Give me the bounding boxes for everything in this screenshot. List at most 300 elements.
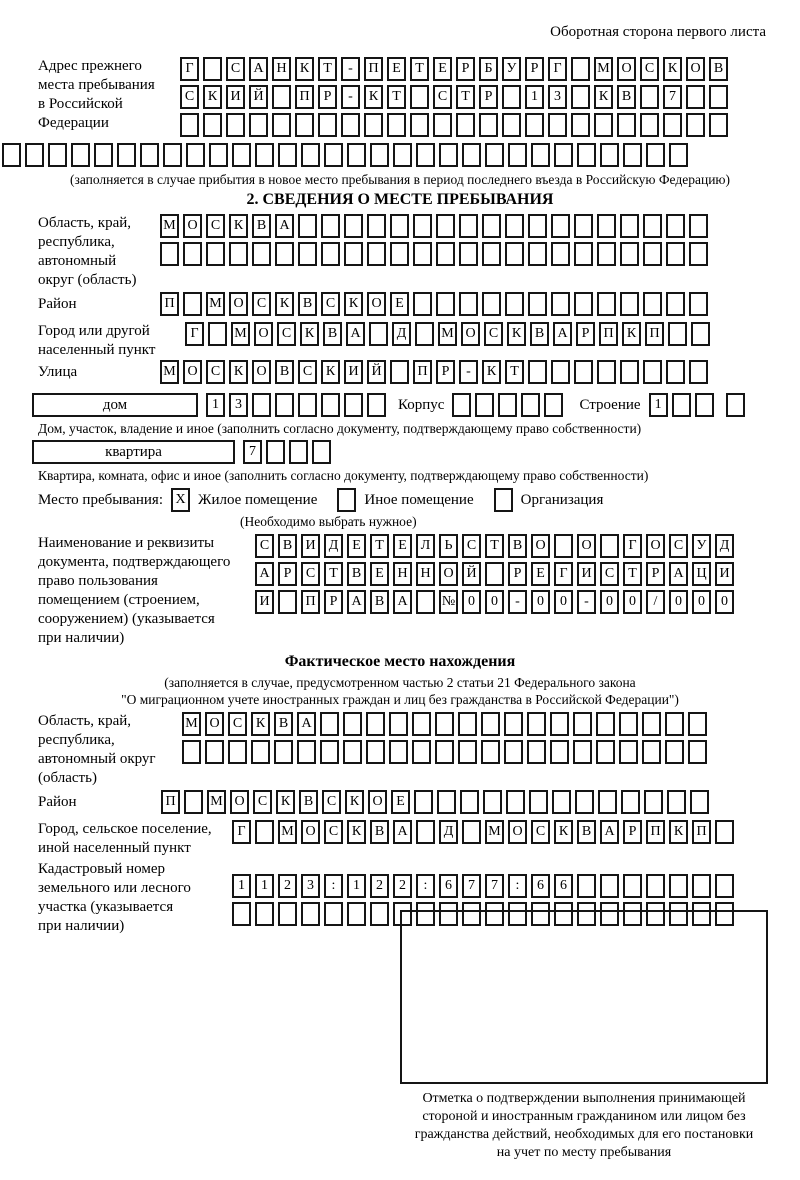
char-cell[interactable]: В — [274, 712, 293, 736]
char-cell[interactable] — [508, 902, 527, 926]
char-cell[interactable] — [531, 143, 550, 167]
char-cell[interactable]: В — [370, 820, 389, 844]
char-cell[interactable]: 0 — [600, 590, 619, 614]
char-cell[interactable]: И — [301, 534, 320, 558]
char-cell[interactable] — [410, 113, 429, 137]
char-cell[interactable] — [160, 242, 179, 266]
char-cell[interactable] — [163, 143, 182, 167]
char-cell[interactable] — [2, 143, 21, 167]
char-cell[interactable] — [393, 143, 412, 167]
char-cell[interactable] — [643, 242, 662, 266]
char-cell[interactable] — [669, 143, 688, 167]
char-cell[interactable] — [667, 790, 686, 814]
char-cell[interactable] — [643, 360, 662, 384]
char-cell[interactable] — [646, 143, 665, 167]
char-cell[interactable] — [413, 214, 432, 238]
char-cell[interactable]: А — [393, 820, 412, 844]
char-cell[interactable]: Е — [387, 57, 406, 81]
char-cell[interactable] — [320, 712, 339, 736]
char-cell[interactable] — [505, 242, 524, 266]
char-cell[interactable]: М — [438, 322, 457, 346]
char-cell[interactable]: М — [160, 214, 179, 238]
char-cell[interactable] — [551, 242, 570, 266]
other-premises-checkbox[interactable] — [337, 488, 356, 512]
char-cell[interactable] — [459, 292, 478, 316]
char-cell[interactable]: П — [646, 820, 665, 844]
char-cell[interactable]: В — [252, 214, 271, 238]
char-cell[interactable] — [715, 902, 734, 926]
char-cell[interactable] — [692, 902, 711, 926]
char-cell[interactable] — [462, 143, 481, 167]
char-cell[interactable]: В — [278, 534, 297, 558]
char-cell[interactable] — [274, 740, 293, 764]
char-cell[interactable] — [548, 113, 567, 137]
char-cell[interactable]: Й — [462, 562, 481, 586]
char-cell[interactable] — [665, 740, 684, 764]
char-cell[interactable]: Д — [715, 534, 734, 558]
char-cell[interactable]: Н — [272, 57, 291, 81]
char-cell[interactable] — [298, 214, 317, 238]
char-cell[interactable]: К — [622, 322, 641, 346]
char-cell[interactable] — [203, 113, 222, 137]
char-cell[interactable]: Т — [485, 534, 504, 558]
char-cell[interactable]: Г — [232, 820, 251, 844]
char-cell[interactable] — [416, 143, 435, 167]
char-cell[interactable]: С — [255, 534, 274, 558]
char-cell[interactable] — [620, 214, 639, 238]
char-cell[interactable] — [48, 143, 67, 167]
char-cell[interactable] — [208, 322, 227, 346]
char-cell[interactable] — [389, 712, 408, 736]
char-cell[interactable]: В — [323, 322, 342, 346]
char-cell[interactable]: Т — [387, 85, 406, 109]
char-cell[interactable]: Й — [249, 85, 268, 109]
char-cell[interactable] — [479, 113, 498, 137]
char-cell[interactable] — [688, 712, 707, 736]
organization-checkbox[interactable] — [494, 488, 513, 512]
char-cell[interactable] — [665, 712, 684, 736]
char-cell[interactable] — [320, 740, 339, 764]
char-cell[interactable]: А — [255, 562, 274, 586]
char-cell[interactable] — [272, 113, 291, 137]
char-cell[interactable] — [389, 740, 408, 764]
char-cell[interactable] — [623, 874, 642, 898]
char-cell[interactable]: Р — [525, 57, 544, 81]
char-cell[interactable] — [232, 143, 251, 167]
char-cell[interactable] — [275, 393, 294, 417]
char-cell[interactable] — [529, 790, 548, 814]
char-cell[interactable] — [232, 902, 251, 926]
char-cell[interactable] — [410, 85, 429, 109]
char-cell[interactable]: П — [301, 590, 320, 614]
char-cell[interactable] — [278, 143, 297, 167]
char-cell[interactable] — [416, 590, 435, 614]
char-cell[interactable]: С — [298, 360, 317, 384]
char-cell[interactable]: И — [344, 360, 363, 384]
char-cell[interactable]: Т — [623, 562, 642, 586]
char-cell[interactable] — [183, 292, 202, 316]
char-cell[interactable]: - — [508, 590, 527, 614]
char-cell[interactable] — [544, 393, 563, 417]
char-cell[interactable]: М — [182, 712, 201, 736]
char-cell[interactable]: Р — [436, 360, 455, 384]
char-cell[interactable]: К — [594, 85, 613, 109]
char-cell[interactable]: 2 — [393, 874, 412, 898]
char-cell[interactable]: К — [295, 57, 314, 81]
char-cell[interactable]: А — [669, 562, 688, 586]
char-cell[interactable] — [475, 393, 494, 417]
char-cell[interactable] — [597, 292, 616, 316]
char-cell[interactable]: Д — [439, 820, 458, 844]
char-cell[interactable]: И — [577, 562, 596, 586]
char-cell[interactable]: Л — [416, 534, 435, 558]
char-cell[interactable]: А — [249, 57, 268, 81]
char-cell[interactable]: С — [277, 322, 296, 346]
char-cell[interactable] — [502, 113, 521, 137]
char-cell[interactable] — [577, 143, 596, 167]
char-cell[interactable]: С — [226, 57, 245, 81]
char-cell[interactable]: О — [367, 292, 386, 316]
char-cell[interactable] — [506, 790, 525, 814]
char-cell[interactable]: 3 — [301, 874, 320, 898]
char-cell[interactable] — [456, 113, 475, 137]
char-cell[interactable] — [573, 712, 592, 736]
char-cell[interactable]: Р — [456, 57, 475, 81]
char-cell[interactable] — [485, 143, 504, 167]
char-cell[interactable]: Р — [623, 820, 642, 844]
char-cell[interactable]: К — [345, 790, 364, 814]
char-cell[interactable] — [252, 393, 271, 417]
char-cell[interactable]: 0 — [715, 590, 734, 614]
char-cell[interactable]: И — [226, 85, 245, 109]
char-cell[interactable]: : — [324, 874, 343, 898]
char-cell[interactable]: К — [229, 214, 248, 238]
char-cell[interactable]: А — [297, 712, 316, 736]
char-cell[interactable] — [387, 113, 406, 137]
char-cell[interactable]: 0 — [485, 590, 504, 614]
char-cell[interactable] — [416, 902, 435, 926]
char-cell[interactable] — [321, 242, 340, 266]
char-cell[interactable]: С — [301, 562, 320, 586]
char-cell[interactable] — [554, 902, 573, 926]
char-cell[interactable] — [571, 57, 590, 81]
char-cell[interactable]: О — [230, 790, 249, 814]
char-cell[interactable]: В — [298, 292, 317, 316]
char-cell[interactable] — [433, 113, 452, 137]
char-cell[interactable]: 3 — [229, 393, 248, 417]
char-cell[interactable] — [528, 242, 547, 266]
char-cell[interactable] — [573, 740, 592, 764]
char-cell[interactable] — [344, 242, 363, 266]
char-cell[interactable]: О — [183, 360, 202, 384]
char-cell[interactable] — [436, 242, 455, 266]
char-cell[interactable]: Е — [433, 57, 452, 81]
char-cell[interactable] — [318, 113, 337, 137]
char-cell[interactable] — [347, 902, 366, 926]
char-cell[interactable] — [643, 214, 662, 238]
char-cell[interactable]: Е — [531, 562, 550, 586]
char-cell[interactable] — [666, 242, 685, 266]
char-cell[interactable] — [620, 360, 639, 384]
char-cell[interactable] — [347, 143, 366, 167]
char-cell[interactable] — [528, 360, 547, 384]
char-cell[interactable]: В — [299, 790, 318, 814]
char-cell[interactable] — [666, 292, 685, 316]
char-cell[interactable] — [255, 820, 274, 844]
char-cell[interactable] — [462, 902, 481, 926]
char-cell[interactable] — [278, 590, 297, 614]
char-cell[interactable] — [600, 874, 619, 898]
char-cell[interactable] — [370, 143, 389, 167]
char-cell[interactable]: В — [709, 57, 728, 81]
char-cell[interactable] — [623, 143, 642, 167]
char-cell[interactable]: К — [669, 820, 688, 844]
char-cell[interactable] — [715, 820, 734, 844]
char-cell[interactable]: Г — [554, 562, 573, 586]
char-cell[interactable]: О — [368, 790, 387, 814]
char-cell[interactable]: Т — [456, 85, 475, 109]
char-cell[interactable]: С — [206, 214, 225, 238]
char-cell[interactable] — [621, 790, 640, 814]
char-cell[interactable]: О — [229, 292, 248, 316]
char-cell[interactable] — [298, 393, 317, 417]
char-cell[interactable] — [413, 242, 432, 266]
char-cell[interactable]: О — [531, 534, 550, 558]
char-cell[interactable] — [640, 85, 659, 109]
char-cell[interactable] — [551, 360, 570, 384]
char-cell[interactable]: Р — [324, 590, 343, 614]
char-cell[interactable]: С — [228, 712, 247, 736]
char-cell[interactable] — [643, 292, 662, 316]
char-cell[interactable] — [140, 143, 159, 167]
char-cell[interactable] — [324, 143, 343, 167]
char-cell[interactable]: М — [206, 292, 225, 316]
char-cell[interactable]: А — [275, 214, 294, 238]
char-cell[interactable] — [301, 902, 320, 926]
char-cell[interactable] — [666, 360, 685, 384]
char-cell[interactable]: Р — [508, 562, 527, 586]
char-cell[interactable]: С — [252, 292, 271, 316]
char-cell[interactable] — [412, 712, 431, 736]
char-cell[interactable] — [554, 534, 573, 558]
char-cell[interactable] — [25, 143, 44, 167]
char-cell[interactable] — [255, 902, 274, 926]
char-cell[interactable] — [252, 242, 271, 266]
char-cell[interactable] — [321, 393, 340, 417]
char-cell[interactable] — [571, 113, 590, 137]
char-cell[interactable]: К — [229, 360, 248, 384]
char-cell[interactable]: А — [600, 820, 619, 844]
char-cell[interactable] — [180, 113, 199, 137]
char-cell[interactable] — [598, 790, 617, 814]
char-cell[interactable] — [485, 562, 504, 586]
char-cell[interactable]: П — [161, 790, 180, 814]
char-cell[interactable]: : — [508, 874, 527, 898]
char-cell[interactable]: Т — [370, 534, 389, 558]
char-cell[interactable] — [251, 740, 270, 764]
char-cell[interactable]: А — [346, 322, 365, 346]
char-cell[interactable] — [228, 740, 247, 764]
char-cell[interactable]: М — [594, 57, 613, 81]
char-cell[interactable] — [390, 360, 409, 384]
char-cell[interactable] — [390, 214, 409, 238]
char-cell[interactable]: М — [207, 790, 226, 814]
char-cell[interactable]: С — [433, 85, 452, 109]
char-cell[interactable]: Т — [318, 57, 337, 81]
char-cell[interactable]: П — [645, 322, 664, 346]
char-cell[interactable]: А — [393, 590, 412, 614]
char-cell[interactable] — [597, 242, 616, 266]
char-cell[interactable]: У — [502, 57, 521, 81]
char-cell[interactable]: Н — [393, 562, 412, 586]
char-cell[interactable]: О — [508, 820, 527, 844]
char-cell[interactable]: С — [600, 562, 619, 586]
char-cell[interactable]: 7 — [663, 85, 682, 109]
char-cell[interactable] — [482, 292, 501, 316]
char-cell[interactable]: 1 — [347, 874, 366, 898]
char-cell[interactable] — [575, 790, 594, 814]
char-cell[interactable] — [617, 113, 636, 137]
char-cell[interactable]: 6 — [439, 874, 458, 898]
char-cell[interactable] — [117, 143, 136, 167]
char-cell[interactable] — [370, 902, 389, 926]
char-cell[interactable]: 6 — [531, 874, 550, 898]
char-cell[interactable] — [596, 740, 615, 764]
char-cell[interactable] — [459, 242, 478, 266]
char-cell[interactable] — [369, 322, 388, 346]
char-cell[interactable] — [642, 740, 661, 764]
char-cell[interactable]: - — [577, 590, 596, 614]
char-cell[interactable]: Г — [180, 57, 199, 81]
char-cell[interactable] — [415, 322, 434, 346]
char-cell[interactable] — [413, 292, 432, 316]
char-cell[interactable] — [364, 113, 383, 137]
char-cell[interactable] — [550, 740, 569, 764]
char-cell[interactable]: С — [206, 360, 225, 384]
char-cell[interactable]: 2 — [278, 874, 297, 898]
char-cell[interactable] — [298, 242, 317, 266]
char-cell[interactable] — [321, 214, 340, 238]
char-cell[interactable]: К — [482, 360, 501, 384]
char-cell[interactable]: М — [231, 322, 250, 346]
char-cell[interactable] — [289, 440, 308, 464]
char-cell[interactable] — [482, 242, 501, 266]
char-cell[interactable] — [689, 292, 708, 316]
char-cell[interactable]: - — [341, 57, 360, 81]
char-cell[interactable]: М — [485, 820, 504, 844]
char-cell[interactable] — [640, 113, 659, 137]
char-cell[interactable]: С — [462, 534, 481, 558]
char-cell[interactable]: О — [439, 562, 458, 586]
char-cell[interactable]: - — [341, 85, 360, 109]
char-cell[interactable]: Р — [479, 85, 498, 109]
char-cell[interactable]: Е — [347, 534, 366, 558]
char-cell[interactable]: К — [203, 85, 222, 109]
char-cell[interactable] — [436, 214, 455, 238]
char-cell[interactable]: 0 — [462, 590, 481, 614]
char-cell[interactable] — [458, 712, 477, 736]
char-cell[interactable]: Р — [646, 562, 665, 586]
char-cell[interactable]: К — [554, 820, 573, 844]
char-cell[interactable] — [485, 902, 504, 926]
char-cell[interactable] — [600, 143, 619, 167]
char-cell[interactable]: Г — [548, 57, 567, 81]
char-cell[interactable]: 0 — [669, 590, 688, 614]
char-cell[interactable] — [460, 790, 479, 814]
char-cell[interactable] — [482, 214, 501, 238]
char-cell[interactable] — [663, 113, 682, 137]
char-cell[interactable]: / — [646, 590, 665, 614]
char-cell[interactable] — [527, 712, 546, 736]
char-cell[interactable] — [688, 740, 707, 764]
char-cell[interactable]: О — [686, 57, 705, 81]
char-cell[interactable]: Е — [370, 562, 389, 586]
char-cell[interactable] — [184, 790, 203, 814]
char-cell[interactable] — [436, 292, 455, 316]
char-cell[interactable]: О — [577, 534, 596, 558]
char-cell[interactable]: П — [599, 322, 618, 346]
char-cell[interactable]: О — [301, 820, 320, 844]
char-cell[interactable] — [324, 902, 343, 926]
char-cell[interactable] — [341, 113, 360, 137]
char-cell[interactable]: 0 — [531, 590, 550, 614]
char-cell[interactable]: О — [617, 57, 636, 81]
char-cell[interactable] — [343, 740, 362, 764]
char-cell[interactable]: В — [370, 590, 389, 614]
char-cell[interactable]: С — [669, 534, 688, 558]
char-cell[interactable] — [689, 242, 708, 266]
char-cell[interactable] — [527, 740, 546, 764]
char-cell[interactable]: В — [577, 820, 596, 844]
char-cell[interactable] — [226, 113, 245, 137]
char-cell[interactable] — [596, 712, 615, 736]
char-cell[interactable]: Г — [185, 322, 204, 346]
char-cell[interactable] — [183, 242, 202, 266]
char-cell[interactable] — [619, 712, 638, 736]
char-cell[interactable]: 1 — [649, 393, 668, 417]
char-cell[interactable]: В — [508, 534, 527, 558]
char-cell[interactable] — [301, 143, 320, 167]
char-cell[interactable] — [186, 143, 205, 167]
char-cell[interactable] — [249, 113, 268, 137]
char-cell[interactable] — [94, 143, 113, 167]
char-cell[interactable]: А — [347, 590, 366, 614]
char-cell[interactable]: № — [439, 590, 458, 614]
char-cell[interactable] — [600, 534, 619, 558]
char-cell[interactable] — [459, 214, 478, 238]
char-cell[interactable] — [502, 85, 521, 109]
char-cell[interactable] — [668, 322, 687, 346]
char-cell[interactable] — [504, 740, 523, 764]
char-cell[interactable] — [646, 902, 665, 926]
char-cell[interactable]: С — [324, 820, 343, 844]
char-cell[interactable] — [481, 712, 500, 736]
char-cell[interactable] — [203, 57, 222, 81]
char-cell[interactable]: С — [253, 790, 272, 814]
char-cell[interactable] — [505, 292, 524, 316]
char-cell[interactable]: Е — [390, 292, 409, 316]
char-cell[interactable]: Р — [318, 85, 337, 109]
char-cell[interactable] — [528, 214, 547, 238]
char-cell[interactable]: К — [507, 322, 526, 346]
char-cell[interactable] — [646, 874, 665, 898]
char-cell[interactable] — [571, 85, 590, 109]
char-cell[interactable] — [483, 790, 502, 814]
char-cell[interactable]: П — [295, 85, 314, 109]
char-cell[interactable]: С — [484, 322, 503, 346]
char-cell[interactable] — [644, 790, 663, 814]
char-cell[interactable] — [275, 242, 294, 266]
